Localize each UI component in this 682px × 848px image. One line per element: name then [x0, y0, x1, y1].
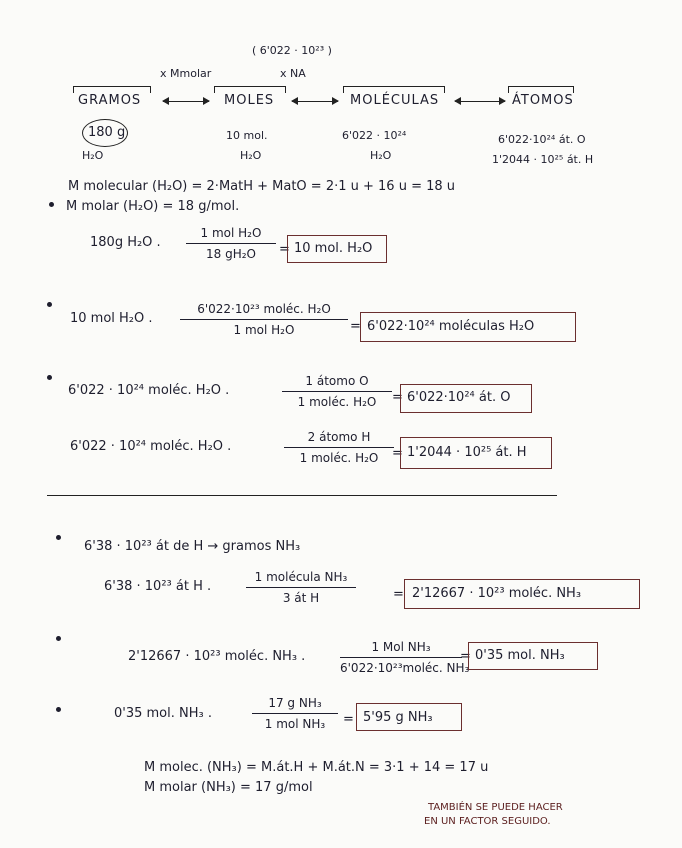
eq4-numerator: 2 átomo H	[307, 430, 371, 444]
eq6-denominator: 6'022·10²³moléc. NH₃	[340, 661, 470, 675]
eq2-left: 10 mol H₂O .	[70, 311, 153, 326]
eq5-fraction	[246, 570, 356, 605]
eq5-numerator: 1 molécula NH₃	[254, 570, 348, 584]
eq2-result: 6'022·10²⁴ moléculas H₂O	[367, 319, 535, 334]
eq7-result: 5'95 g NH₃	[363, 710, 433, 725]
eq2-numerator: 6'022·10²³ moléc. H₂O	[197, 302, 331, 316]
eq1-equals: =	[279, 242, 290, 257]
atomos-o: 6'022·10²⁴ át. O	[498, 133, 586, 146]
eq4-denominator: 1 moléc. H₂O	[299, 451, 379, 465]
eq5-left: 6'38 · 10²³ át H .	[104, 579, 212, 594]
eq4-equals: =	[392, 446, 403, 461]
bullet	[56, 636, 61, 641]
x-mmolar-label: x Mmolar	[160, 67, 212, 80]
eq2-denominator: 1 mol H₂O	[233, 323, 295, 337]
bullet	[49, 202, 54, 207]
note-line-2: EN UN FACTOR SEGUIDO.	[424, 816, 551, 827]
bullet	[47, 375, 52, 380]
label-atomos: ÁTOMOS	[512, 93, 574, 108]
eq4-fraction	[284, 430, 394, 465]
moles-bracket	[214, 86, 286, 93]
atomos-h: 1'2044 · 10²⁵ át. H	[492, 153, 594, 166]
label-moleculas: MOLÉCULAS	[350, 93, 440, 108]
atomos-bracket	[508, 86, 574, 93]
eq3-equals: =	[392, 390, 403, 405]
eq7-fraction	[252, 696, 338, 731]
eq1-numerator: 1 mol H₂O	[200, 226, 262, 240]
eq2-fraction	[180, 302, 348, 337]
moles-sub: H₂O	[240, 149, 262, 162]
eq6-left: 2'12667 · 10²³ moléc. NH₃ .	[128, 649, 306, 664]
molecular-mass-h2o: M molecular (H₂O) = 2·MatH + MatO = 2·1 u + 16 u = 18 u	[68, 179, 456, 194]
eq3-left: 6'022 · 10²⁴ moléc. H₂O .	[68, 383, 230, 398]
molecular-mass-nh3: M molec. (NH₃) = M.át.H + M.át.N = 3·1 + 14 = 17 u	[144, 760, 489, 775]
eq1-fraction	[186, 226, 276, 261]
label-moles: MOLES	[224, 93, 275, 108]
eq7-left: 0'35 mol. NH₃ .	[114, 706, 212, 721]
eq6-equals: =	[460, 649, 471, 664]
eq4-result: 1'2044 · 10²⁵ át. H	[407, 445, 527, 460]
eq7-denominator: 1 mol NH₃	[264, 717, 326, 731]
eq1-denominator: 18 gH₂O	[206, 247, 256, 261]
eq5-denominator: 3 át H	[282, 591, 320, 605]
eq5-result: 2'12667 · 10²³ moléc. NH₃	[412, 586, 582, 601]
molar-mass-h2o: M molar (H₂O) = 18 g/mol.	[66, 199, 240, 214]
molar-mass-nh3: M molar (NH₃) = 17 g/mol	[144, 780, 313, 795]
eq6-result: 0'35 mol. NH₃	[475, 648, 565, 663]
eq1-result: 10 mol. H₂O	[294, 241, 373, 256]
eq3-result: 6'022·10²⁴ át. O	[407, 390, 511, 405]
eq3-denominator: 1 moléc. H₂O	[297, 395, 377, 409]
moleculas-sub: H₂O	[370, 149, 392, 162]
eq6-fraction	[340, 640, 470, 675]
eq4-left: 6'022 · 10²⁴ moléc. H₂O .	[70, 439, 232, 454]
eq3-fraction	[282, 374, 392, 409]
bullet	[47, 302, 52, 307]
arrow-moleculas-atomos	[455, 101, 505, 102]
eq7-numerator: 17 g NH₃	[268, 696, 322, 710]
eq1-left: 180g H₂O .	[90, 235, 161, 250]
label-gramos: GRAMOS	[78, 93, 142, 108]
bullet	[56, 535, 61, 540]
moleculas-bracket	[343, 86, 445, 93]
bullet	[56, 707, 61, 712]
gramos-value: 180 g	[88, 125, 126, 140]
moles-value: 10 mol.	[226, 129, 268, 142]
section-divider	[47, 495, 557, 496]
avogadro-number: ( 6'022 · 10²³ )	[252, 44, 332, 57]
gramos-sub: H₂O	[82, 149, 104, 162]
eq5-equals: =	[393, 587, 404, 602]
eq6-numerator: 1 Mol NH₃	[371, 640, 431, 654]
moleculas-value: 6'022 · 10²⁴	[342, 129, 407, 142]
note-line-1: TAMBIÉN SE PUEDE HACER	[428, 802, 563, 813]
part2-title: 6'38 · 10²³ át de H → gramos NH₃	[84, 539, 301, 554]
eq7-equals: =	[343, 712, 354, 727]
gramos-bracket	[73, 86, 151, 93]
arrow-gramos-moles	[163, 101, 209, 102]
arrow-moles-moleculas	[292, 101, 338, 102]
eq3-numerator: 1 átomo O	[305, 374, 369, 388]
eq2-equals: =	[350, 319, 361, 334]
x-na-label: x NA	[280, 67, 306, 80]
